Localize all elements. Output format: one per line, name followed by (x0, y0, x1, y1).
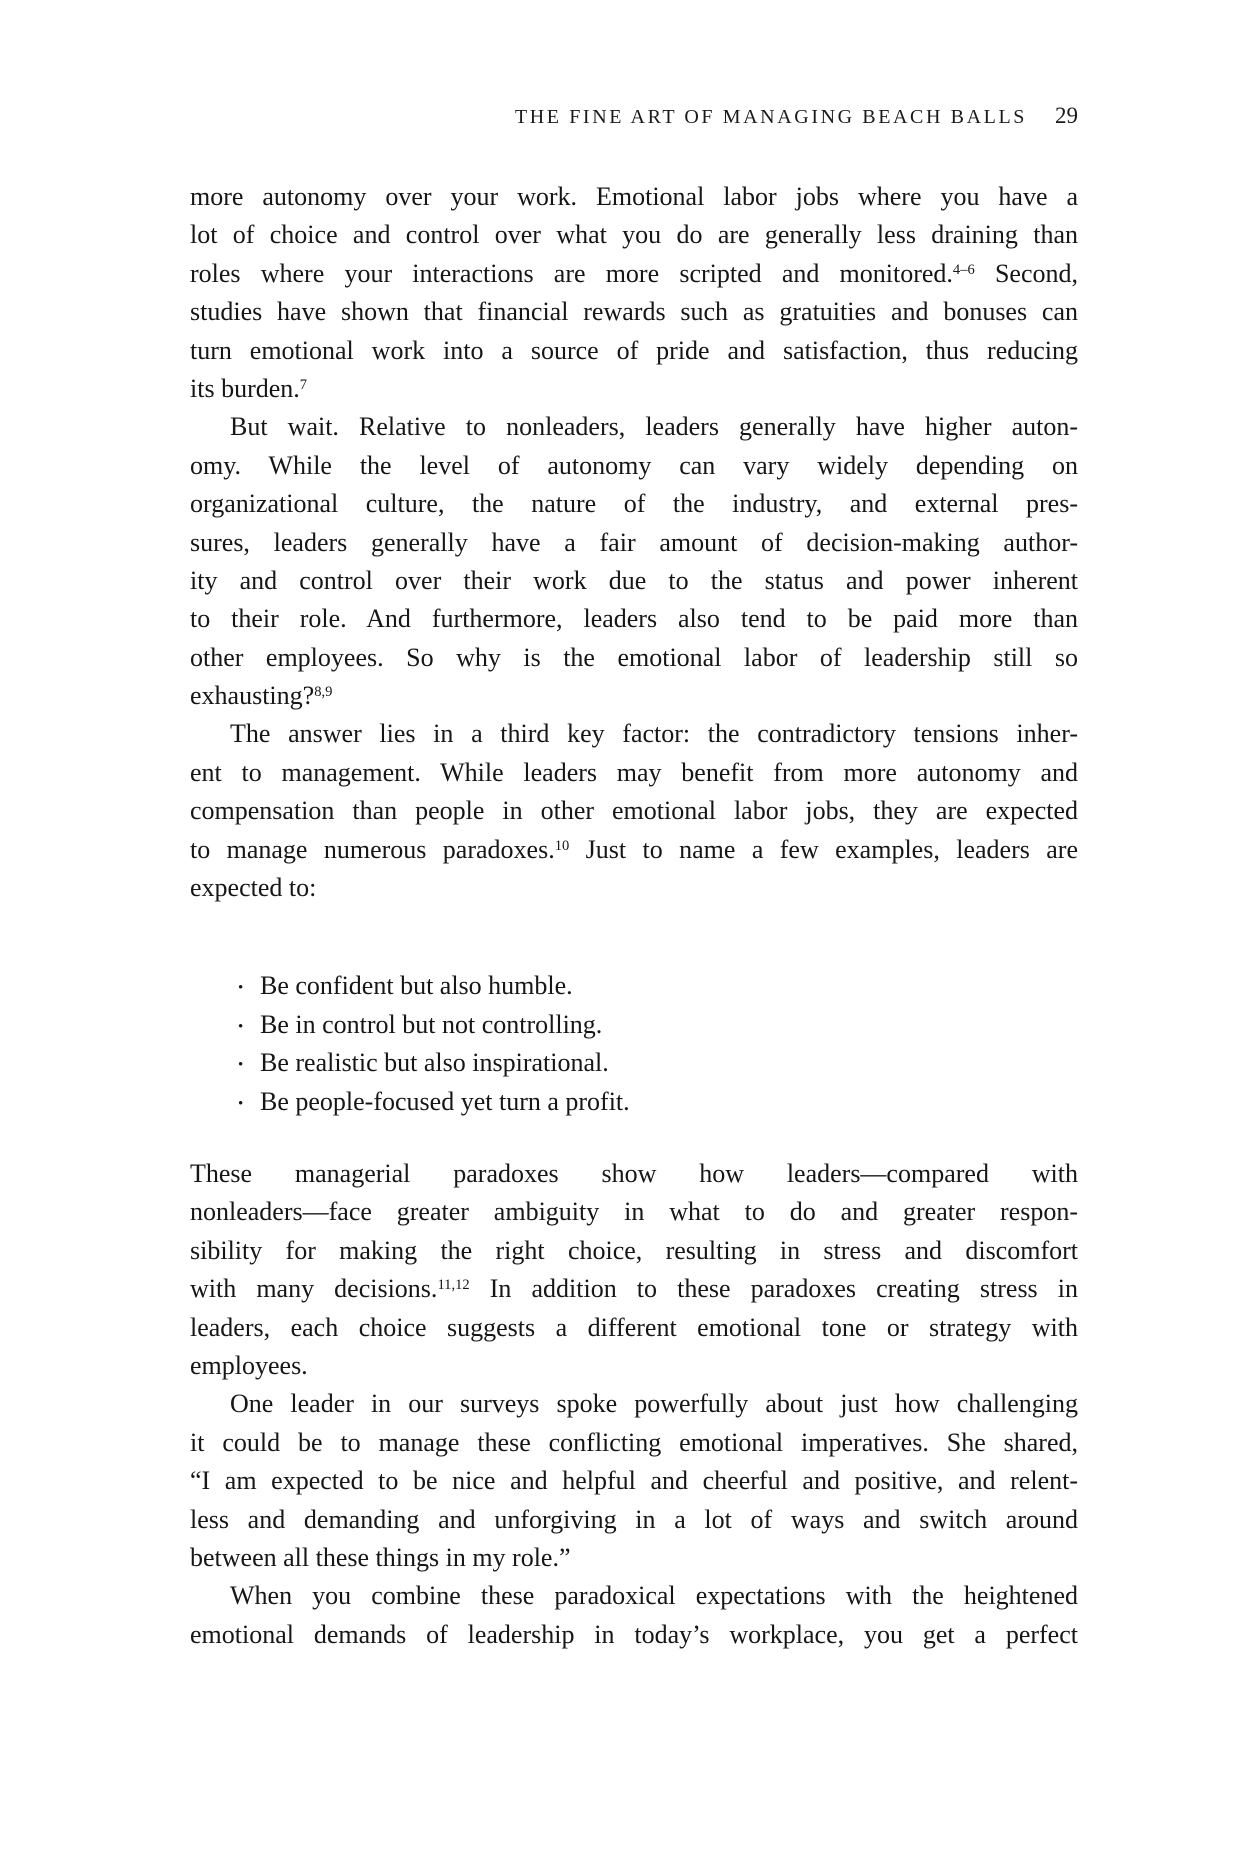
endnote-reference: 4–6 (952, 261, 975, 278)
text-line: lot of choice and control over what you do are generally less draining than (190, 220, 1078, 250)
endnote-reference: 8,9 (314, 684, 333, 701)
text-line: “I am expected to be nice and helpful and cheerful and positive, and relent- (190, 1466, 1078, 1496)
bullet-item (190, 1006, 1078, 1044)
bullet-glyph: • (238, 1018, 244, 1035)
paragraph (190, 715, 1078, 907)
text-line: emotional demands of leadership in today’s workplace, you get a perfect (190, 1619, 1078, 1649)
text-line: leaders, each choice suggests a different emotional tone or strategy with (190, 1312, 1078, 1342)
text-line: organizational culture, the nature of the industry, and external pres- (190, 489, 1078, 519)
paragraph (190, 1577, 1078, 1654)
bullet-text: Be confident but also humble. (260, 971, 573, 1001)
text-line: with many decisions.$^{11,12}$ In addition to these paradoxes creating stress in (190, 1274, 1078, 1304)
paragraph (190, 178, 1078, 408)
text-line: its burden.$^7$ (190, 373, 308, 403)
text-line: ity and control over their work due to the status and power inherent (190, 565, 1078, 595)
bullet-glyph: • (238, 1057, 244, 1074)
text-line: other employees. So why is the emotional labor of leadership still so (190, 642, 1078, 672)
bullet-item (190, 967, 1078, 1005)
text-line: more autonomy over your work. Emotional labor jobs where you have a (190, 182, 1078, 211)
text-line: compensation than people in other emotional labor jobs, they are expected (190, 796, 1078, 826)
text-line: turn emotional work into a source of pride and satisfaction, thus reducing (190, 335, 1078, 365)
text-line: employees. (190, 1350, 308, 1380)
page-body (190, 178, 1078, 1654)
page-header (190, 103, 1078, 129)
text-line: nonleaders—face greater ambiguity in what to do and greater respon- (190, 1197, 1078, 1227)
text-line: roles where your interactions are more scripted and monitored.$^{4-6}$ Second, (190, 258, 1078, 288)
endnote-reference: 10 (554, 837, 570, 854)
bullet-text: Be in control but not controlling. (260, 1009, 603, 1039)
endnote-reference: 11,12 (437, 1277, 470, 1294)
text-line: But wait. Relative to nonleaders, leaders generally have higher auton- (230, 412, 1078, 442)
text-line: exhausting?$^{8,9}$ (190, 681, 333, 711)
text-line: between all these things in my role.” (190, 1542, 571, 1572)
text-line: The answer lies in a third key factor: the contradictory tensions inher- (230, 719, 1078, 749)
bullet-text: Be people-focused yet turn a profit. (260, 1086, 630, 1116)
text-line: sibility for making the right choice, resulting in stress and discomfort (190, 1235, 1078, 1265)
bullet-glyph: • (238, 1095, 244, 1112)
text-line: These managerial paradoxes show how leaders—compared with (190, 1158, 1078, 1188)
paragraph (190, 408, 1078, 715)
text-line: One leader in our surveys spoke powerfully about just how challenging (230, 1389, 1078, 1419)
bullet-item (190, 1044, 1078, 1082)
text-line: omy. While the level of autonomy can vary widely depending on (190, 450, 1078, 480)
text-line: ent to management. While leaders may benefit from more autonomy and (190, 757, 1078, 787)
paragraph (190, 1385, 1078, 1577)
bullet-list (190, 967, 1078, 1121)
endnote-reference: 7 (299, 376, 308, 393)
text-line: to manage numerous paradoxes.$^{10}$ Just to name a few examples, leaders are (190, 834, 1078, 864)
text-line: less and demanding and unforgiving in a lot of ways and switch around (190, 1504, 1078, 1534)
text-line: to their role. And furthermore, leaders also tend to be paid more than (190, 604, 1078, 634)
text-line: When you combine these paradoxical expectations with the heightened (230, 1581, 1078, 1611)
bullet-text: Be realistic but also inspirational. (260, 1048, 609, 1078)
page-number: 29 (1055, 103, 1078, 128)
bullet-glyph: • (238, 980, 244, 997)
text-line: sures, leaders generally have a fair amount of decision-making author- (190, 527, 1078, 557)
paragraph (190, 1155, 1078, 1385)
bullet-item (190, 1083, 1078, 1121)
running-head-title: THE FINE ART OF MANAGING BEACH BALLS (514, 106, 1027, 128)
text-line: studies have shown that financial rewards such as gratuities and bonuses can (190, 297, 1078, 327)
text-line: it could be to manage these conflicting emotional imperatives. She shared, (190, 1427, 1078, 1457)
text-line: expected to: (190, 873, 317, 903)
